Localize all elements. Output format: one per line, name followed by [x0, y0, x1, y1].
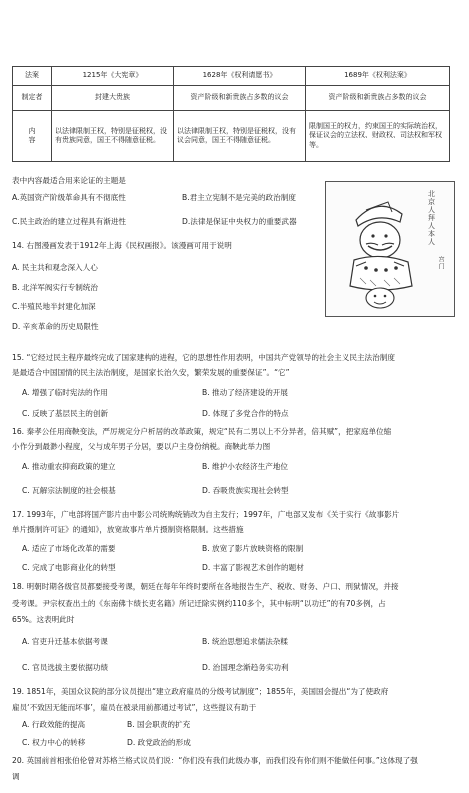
political-cartoon — [325, 181, 455, 317]
q13-stem: 表中内容最适合用来论证的主题是 — [12, 176, 126, 185]
q16-option-b: B. 维护小农经济生产地位 — [202, 462, 288, 471]
q13-option-d: D.法律是保证中央权力的重要武器 — [182, 217, 297, 226]
q13-option-c: C.民主政治的建立过程具有渐进性 — [12, 217, 127, 226]
q16-line2: 小作分到最渺小程度，父与成年男子分居，要以户主身份纳税。商鞅此举力图 — [12, 442, 271, 451]
q15-option-a: A. 增强了临时宪法的作用 — [22, 388, 108, 397]
table-cell: 资产阶级和新贵族占多数的议会 — [306, 86, 450, 111]
table-cell: 制定者 — [13, 86, 52, 111]
table-cell: 限制国王的权力，约束国王的实际统治权，保证议会的立法权、财政权、司法权和军权等。 — [306, 111, 450, 162]
q20-line2: 调 — [12, 772, 20, 781]
cartoon-side-label: 宫门 — [437, 256, 445, 270]
q14-option-b: B. 北洋军阀实行专制统治 — [12, 283, 98, 292]
q15-line1: 15. “它经过民主程序最终完成了国家建构的进程，它的思想性作用表明，中国共产党领导的社会主义民主法治制度 — [12, 353, 395, 362]
q15-option-b: B. 推动了经济建设的开展 — [202, 388, 288, 397]
table-header-cell: 1628年《权利请愿书》 — [174, 67, 306, 86]
table-header-cell: 法案 — [13, 67, 52, 86]
content-label-char: 容 — [28, 136, 36, 144]
q19-line2: 雇员‘不致因无能而坏事’，雇员在被录用前都通过考试”，这些提议有助于 — [12, 703, 257, 712]
q17-option-c: C. 完成了电影商业化的转型 — [22, 563, 116, 572]
q16-option-c: C. 瓦解宗法制度的社会根基 — [22, 486, 116, 495]
table-row — [13, 111, 450, 162]
q18-option-c: C. 官员选拔主要依据功绩 — [22, 663, 109, 672]
table-cell: 以法律限制王权，特别是征税权，没有贵族同意，国王不得随意征税。 — [52, 111, 174, 162]
q17-option-a: A. 适应了市场化改革的需要 — [22, 544, 116, 553]
q16-option-d: D. 吞吸贵族实现社会转型 — [202, 486, 289, 495]
law-comparison-table — [12, 66, 450, 162]
q18-line1: 18. 明朝时期各级官员都要接受考课，朝廷在每年年终时要所在各地报告生产、税收、财务、户口、刑狱情况，并接 — [12, 582, 399, 591]
table-header-cell: 1215年《大宪章》 — [52, 67, 174, 86]
q17-option-d: D. 丰富了影视艺术创作的题材 — [202, 563, 304, 572]
table-cell: 资产阶级和新贵族占多数的议会 — [174, 86, 306, 111]
q14-stem: 14. 右图漫画发表于1912年上海《民权画报》。该漫画可用于说明 — [12, 241, 232, 250]
table-cell — [13, 111, 52, 162]
q15-line2: 是最适合中国国情的民主法治制度，是国家长治久安，繁荣发展的重要保证”。“它” — [12, 368, 290, 377]
cartoon-caption: 北京人拜人本人 — [427, 190, 436, 246]
q14-option-d: D. 辛亥革命的历史局限性 — [12, 322, 99, 331]
q20-line1: 20. 英国前首相张伯伦曾对苏格兰格式议员们说：“你们没有我们此级办事，而我们没有你们则不能做任何事。”这体现了强 — [12, 756, 418, 765]
q18-line2: 受考课。尹宗权查出土的《东南佛卞绩长吏名籍》所记迁除实例约110多个，其中标明“以功迁”的有70多例，占 — [12, 599, 386, 608]
q19-option-c: C. 权力中心的转移 — [22, 738, 86, 747]
table-header-row — [13, 67, 450, 86]
q14-option-a: A. 民主共和观念深入人心 — [12, 263, 98, 272]
q14-option-c: C.半殖民地半封建化加深 — [12, 302, 96, 311]
table-header-cell: 1689年《权利法案》 — [306, 67, 450, 86]
q13-option-a: A.英国资产阶级革命具有不彻底性 — [12, 193, 126, 202]
q13-option-b: B.君主立宪制不是完美的政治制度 — [182, 193, 296, 202]
content-label-char: 内 — [28, 126, 36, 135]
q18-option-d: D. 治国理念渐趋务实功利 — [202, 663, 289, 672]
q18-option-b: B. 统治思想追求儒法杂糅 — [202, 637, 288, 646]
q19-option-b: B. 国会职责的扩充 — [127, 720, 191, 729]
q16-line1: 16. 秦孝公任用商鞅变法，严厉规定分户析居的改革政策，规定“民有二男以上不分异者，倍其赋”，把家庭单位缩 — [12, 427, 392, 436]
table-cell: 以法律限制王权，特别是征税权，没有议会同意，国王不得随意征税。 — [174, 111, 306, 162]
table-row — [13, 86, 450, 111]
q17-line2: 单片摄制许可证》的通知》，放宽故事片单片摄制资格限制。这些措施 — [12, 525, 244, 534]
q15-option-d: D. 体现了多党合作的特点 — [202, 409, 289, 418]
q16-option-a: A. 推动重农抑商政策的建立 — [22, 462, 116, 471]
q18-option-a: A. 官吏升迁基本依据考课 — [22, 637, 108, 646]
q19-line1: 19. 1851年，美国众议院的部分议员提出“建立政府雇员的分级考试制度”；1855年，美国国会提出“为了使政府 — [12, 687, 389, 696]
q19-option-d: D. 政党政治的形成 — [127, 738, 191, 747]
table-cell: 封建大贵族 — [52, 86, 174, 111]
q18-line3: 65%。这表明此时 — [12, 615, 75, 624]
q17-line1: 17. 1993年，广电部将国产影片由中影公司统购统销改为自主发行；1997年，广电部又发布《关于实行《故事影片 — [12, 510, 400, 519]
q17-option-b: B. 放宽了影片放映资格的限制 — [202, 544, 304, 553]
q15-option-c: C. 反映了基层民主的创新 — [22, 409, 109, 418]
q19-option-a: A. 行政效能的提高 — [22, 720, 86, 729]
